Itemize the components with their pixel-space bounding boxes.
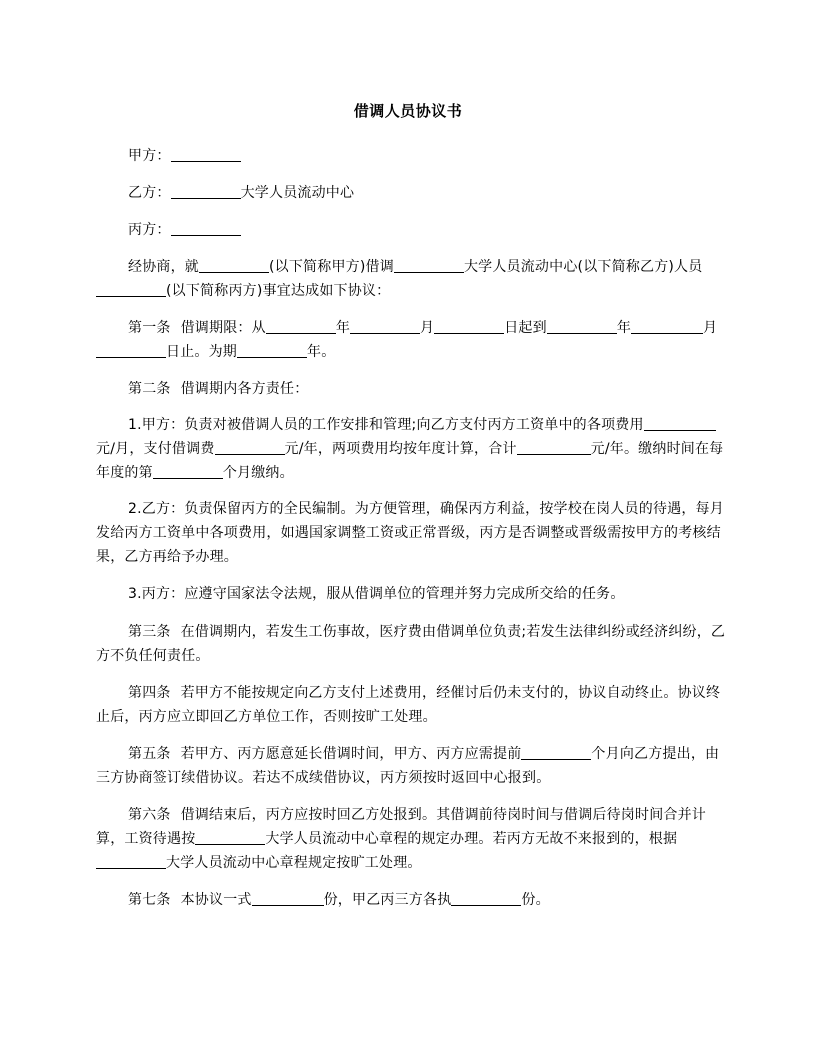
article-heading: 第二条 [128, 381, 171, 397]
intro-text: 大学人员流动中心(以下简称乙方)人员 [463, 259, 703, 275]
blank-line [96, 282, 166, 297]
article-6 [96, 803, 726, 875]
article-5 [96, 742, 726, 790]
item-text: 个月缴纳。 [222, 465, 294, 481]
article-text: 借调期内各方责任： [180, 381, 309, 397]
party-a-line [96, 144, 726, 168]
document-title: 借调人员协议书 [353, 102, 463, 120]
blank-line [237, 343, 307, 358]
blank-line [266, 319, 336, 334]
article-text: 月 [420, 320, 435, 336]
party-b-label: 乙方： [128, 185, 171, 201]
blank-line [215, 440, 285, 455]
article-heading: 第五条 [128, 746, 171, 762]
intro-paragraph [96, 255, 726, 303]
blank-line [171, 221, 241, 236]
article-text: 份，甲乙丙三方各执 [323, 892, 452, 908]
article-text: 借调期限：从 [180, 320, 266, 336]
blank-line [631, 319, 703, 334]
intro-text: 经协商，就 [128, 259, 199, 275]
article-text: 日止。为期 [166, 344, 237, 360]
blank-line [517, 440, 591, 455]
article-text: 份。 [521, 892, 550, 908]
article-text: 大学人员流动中心章程规定按旷工处理。 [166, 855, 422, 871]
article-text: 在借调期内，若发生工伤事故，医疗费由借调单位负责;若发生法律纠纷或经济纠纷，乙方不负任何责任。 [96, 624, 726, 664]
party-c-line [96, 218, 726, 242]
blank-line [96, 854, 166, 869]
article-1 [96, 316, 726, 364]
blank-line [394, 258, 464, 273]
article-text: 若甲方、丙方愿意延长借调时间，甲方、丙方应需提前 [180, 746, 522, 762]
intro-text: (以下简称甲方)借调 [269, 259, 394, 275]
article-2-item-2: 2.乙方：负责保留丙方的全民编制。为方便管理，确保丙方利益，按学校在岗人员的待遇，每月发给丙方工资单中各项费用，如遇国家调整工资或正常晋级，丙方是否调整或晋级需按甲方的考核结果，乙方再给予办理。 [96, 501, 724, 565]
blank-line [451, 891, 521, 906]
blank-line [644, 416, 716, 431]
article-text: 借调结束后，丙方应按时回乙方处报到。其借调前待岗时间与借调后待岗时间合并计算，工资待遇按 [96, 807, 707, 847]
blank-line [252, 891, 324, 906]
party-b-name: 大学人员流动中心 [240, 185, 355, 201]
article-text: 年 [616, 320, 632, 336]
article-text: 年 [335, 320, 351, 336]
article-heading: 第三条 [128, 624, 171, 640]
article-7 [96, 888, 726, 912]
item-text: 元/月，支付借调费 [96, 441, 215, 457]
blank-line [153, 464, 223, 479]
party-c-label: 丙方： [128, 222, 171, 238]
article-text: 日起到 [504, 320, 547, 336]
article-text: 若甲方不能按规定向乙方支付上述费用，经催讨后仍未支付的，协议自动终止。协议终止后，丙方应立即回乙方单位工作，否则按旷工处理。 [96, 685, 721, 725]
article-2-item-3: 3.丙方：应遵守国家法令法规，服从借调单位的管理并努力完成所交给的任务。 [128, 586, 625, 602]
article-heading: 第一条 [128, 320, 171, 336]
blank-line [350, 319, 420, 334]
intro-text: (以下简称丙方)事宜达成如下协议： [166, 283, 391, 299]
blank-line [521, 745, 591, 760]
blank-line [171, 184, 241, 199]
blank-line [199, 258, 269, 273]
article-text: 月 [703, 320, 718, 336]
party-a-label: 甲方： [128, 148, 171, 164]
blank-line [195, 830, 265, 845]
blank-line [434, 319, 504, 334]
blank-line [96, 343, 166, 358]
article-3 [96, 620, 726, 668]
blank-line [547, 319, 617, 334]
item-text: 1.甲方：负责对被借调人员的工作安排和管理;向乙方支付丙方工资单中的各项费用 [128, 417, 644, 433]
article-text: 个月向乙方提出，由三方协商签订续借协议。若达不成续借协议，丙方须按时返回中心报到。 [96, 746, 720, 786]
article-heading: 第六条 [128, 807, 171, 823]
article-heading: 第四条 [128, 685, 171, 701]
blank-line [171, 147, 241, 162]
item-text: 元/年，两项费用均按年度计算，合计 [284, 441, 517, 457]
party-b-line [96, 181, 726, 205]
article-text: 本协议一式 [180, 892, 252, 908]
article-text: 年。 [307, 344, 336, 360]
article-heading: 第七条 [128, 892, 171, 908]
item-text: 元/年。缴纳时间在每年度的第 [96, 441, 724, 481]
article-2-item-1 [96, 413, 726, 485]
article-2 [96, 377, 726, 401]
article-4 [96, 681, 726, 729]
article-text: 大学人员流动中心章程的规定办理。若丙方无故不来报到的，根据 [265, 831, 678, 847]
